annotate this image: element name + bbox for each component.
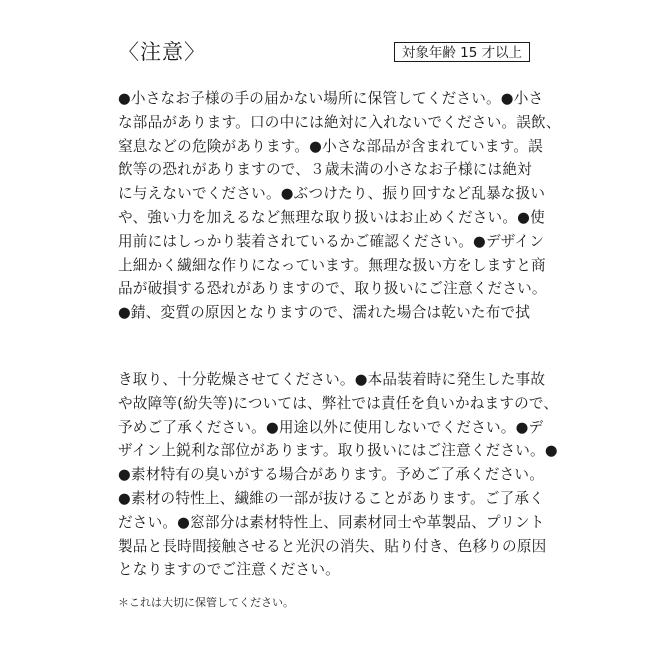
text-line: や故障等(紛失等)については、弊社では責任を負いかねますので、 bbox=[118, 394, 559, 412]
text-line: となりますのでご注意ください。 bbox=[118, 561, 340, 579]
text-line: ●錆、変質の原因となりますので、濡れた場合は乾いた布で拭 bbox=[118, 304, 531, 322]
text-line: ださい。●窓部分は素材特性上、同素材同士や革製品、プリント bbox=[118, 513, 545, 531]
page-title: 〈注意〉 bbox=[118, 40, 206, 64]
age-notice-badge: 対象年齢 15 才以上 bbox=[394, 42, 530, 62]
text-line: 上細かく繊細な作りになっています。無理な扱い方をしますと商 bbox=[118, 256, 546, 274]
text-line: 予めご了承ください。●用途以外に使用しないでください。●デ bbox=[118, 418, 544, 436]
text-line: 品が破損する恐れがありますので、取り扱いにご注意ください。 bbox=[118, 280, 547, 298]
text-line: ●小さなお子様の手の届かない場所に保管してください。●小さ bbox=[118, 90, 544, 107]
text-line: 飲等の恐れがありますので、３歳未満の小さなお子様には絶対 bbox=[118, 161, 532, 179]
text-line: 製品と長時間接触させると光沢の消失、貼り付き、色移りの原因 bbox=[118, 537, 547, 555]
text-line: に与えないでください。●ぶつけたり、振り回すなど乱暴な扱い bbox=[118, 185, 546, 203]
text-line: 窒息などの危険があります。●小さな部品が含まれています。誤 bbox=[118, 137, 543, 155]
text-line: ●素材特有の臭いがする場合があります。予めご了承ください。 bbox=[118, 466, 544, 484]
caution-paragraph-2 bbox=[118, 368, 558, 582]
text-line: ●素材の特性上、繊維の一部が抜けることがあります。ご了承く bbox=[118, 489, 544, 507]
text-line: や、強い力を加えるなど無理な取り扱いはお止めください。●使 bbox=[118, 208, 545, 226]
text-line: き取り、十分乾燥させてください。●本品装着時に発生した事故 bbox=[118, 371, 546, 388]
text-line: ザイン上鋭利な部位があります。取り扱いにはご注意ください。● bbox=[118, 442, 558, 460]
text-line: 用前にはしっかり装着されているかご確認ください。●デザイン bbox=[118, 232, 545, 250]
footnote: ＊これは大切に保管してください。 bbox=[118, 596, 294, 609]
text-line: な部品があります。口の中には絶対に入れないでください。誤飲、 bbox=[118, 113, 561, 131]
caution-paragraph-1 bbox=[118, 87, 561, 325]
